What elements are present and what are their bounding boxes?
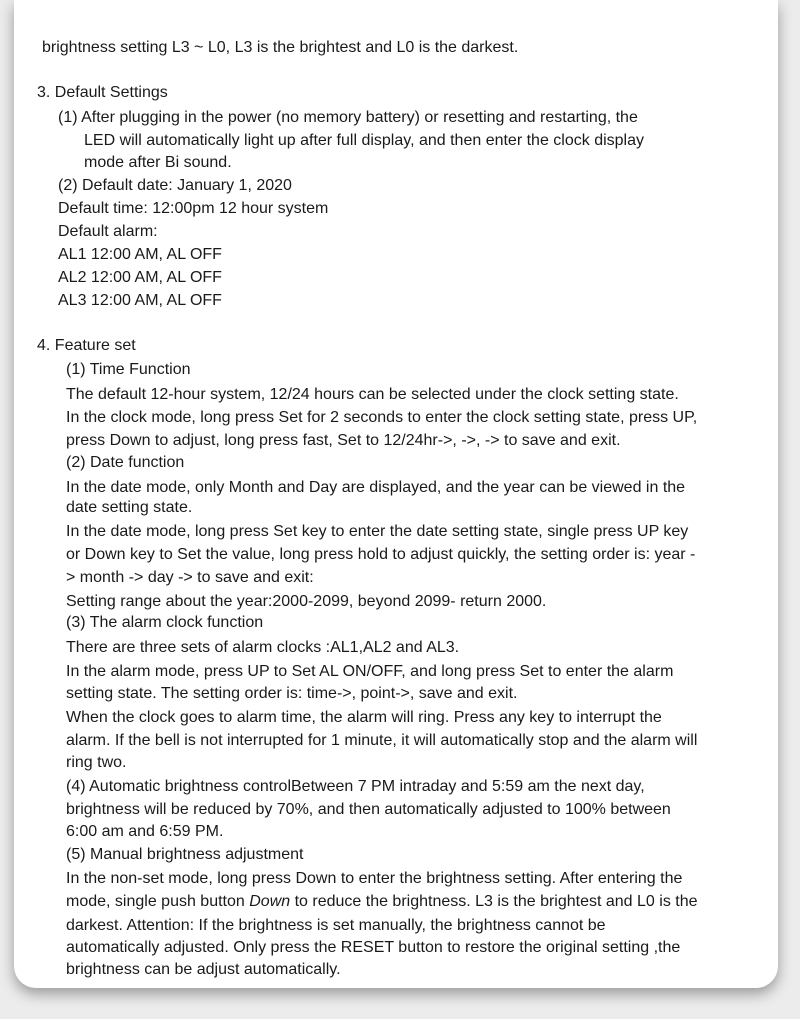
default-item1-line: (1) After plugging in the power (no memory battery) or resetting and restarting, the [58, 109, 638, 126]
document-page [14, 0, 778, 988]
date-function-line: date setting state. [66, 499, 193, 516]
time-function-line: The default 12-hour system, 12/24 hours can be selected under the clock setting state. [66, 386, 679, 403]
auto-brightness-line: brightness will be reduced by 70%, and then automatically adjusted to 100% between [66, 801, 671, 818]
time-function-title: (1) Time Function [66, 361, 191, 378]
time-function-line: In the clock mode, long press Set for 2 seconds to enter the clock setting state, press UP, [66, 409, 698, 426]
default-alarm-line: AL2 12:00 AM, AL OFF [58, 269, 222, 286]
date-function-line: In the date mode, only Month and Day are displayed, and the year can be viewed in the [66, 479, 686, 496]
default-item1-line: mode after Bi sound. [84, 154, 232, 171]
alarm-function-line: setting state. The setting order is: time->, point->, save and exit. [66, 685, 518, 702]
default-settings-heading: 3. Default Settings [37, 84, 168, 101]
manual-brightness-line: darkest. Attention: If the brightness is set manually, the brightness cannot be [66, 917, 606, 934]
default-alarm-line: AL1 12:00 AM, AL OFF [58, 246, 222, 263]
date-function-line: > month -> day -> to save and exit: [66, 569, 314, 586]
default-item2-line: (2) Default date: January 1, 2020 [58, 177, 292, 194]
feature-set-heading: 4. Feature set [37, 337, 136, 354]
alarm-function-line: ring two. [66, 754, 127, 771]
manual-brightness-text: mode, single push button [66, 893, 250, 910]
alarm-function-line: In the alarm mode, press UP to Set AL ON/OFF, and long press Set to enter the alarm [66, 663, 674, 680]
manual-brightness-title: (5) Manual brightness adjustment [66, 846, 304, 863]
default-item2-line: Default alarm: [58, 223, 158, 240]
alarm-function-line: There are three sets of alarm clocks :AL1,AL2 and AL3. [66, 639, 460, 656]
default-item1-line: LED will automatically light up after full display, and then enter the clock display [84, 132, 644, 149]
intro-line: brightness setting L3 ~ L0, L3 is the brightest and L0 is the darkest. [42, 39, 519, 56]
default-item2-line: Default time: 12:00pm 12 hour system [58, 200, 329, 217]
date-function-line: Setting range about the year:2000-2099, beyond 2099- return 2000. [66, 593, 547, 610]
manual-brightness-line [66, 892, 698, 912]
default-alarm-line: AL3 12:00 AM, AL OFF [58, 292, 222, 309]
alarm-function-line: alarm. If the bell is not interrupted for 1 minute, it will automatically stop and the alarm will [66, 732, 698, 749]
date-function-title: (2) Date function [66, 454, 185, 471]
manual-brightness-line: brightness can be adjust automatically. [66, 961, 341, 978]
manual-brightness-text: to reduce the brightness. L3 is the brightest and L0 is the [290, 893, 698, 910]
manual-brightness-line: In the non-set mode, long press Down to enter the brightness setting. After entering the [66, 870, 683, 887]
date-function-line: or Down key to Set the value, long press hold to adjust quickly, the setting order is: year - [66, 546, 696, 563]
alarm-function-line: When the clock goes to alarm time, the alarm will ring. Press any key to interrupt the [66, 709, 662, 726]
time-function-line: press Down to adjust, long press fast, Set to 12/24hr->, ->, -> to save and exit. [66, 432, 621, 449]
auto-brightness-title: (4) Automatic brightness controlBetween 7 PM intraday and 5:59 am the next day, [66, 778, 645, 795]
auto-brightness-line: 6:00 am and 6:59 PM. [66, 823, 224, 840]
down-button-emphasis: Down [249, 893, 291, 910]
date-function-line: In the date mode, long press Set key to enter the date setting state, single press UP key [66, 523, 689, 540]
manual-brightness-line: automatically adjusted. Only press the RESET button to restore the original setting ,the [66, 939, 681, 956]
alarm-function-title: (3) The alarm clock function [66, 614, 264, 631]
